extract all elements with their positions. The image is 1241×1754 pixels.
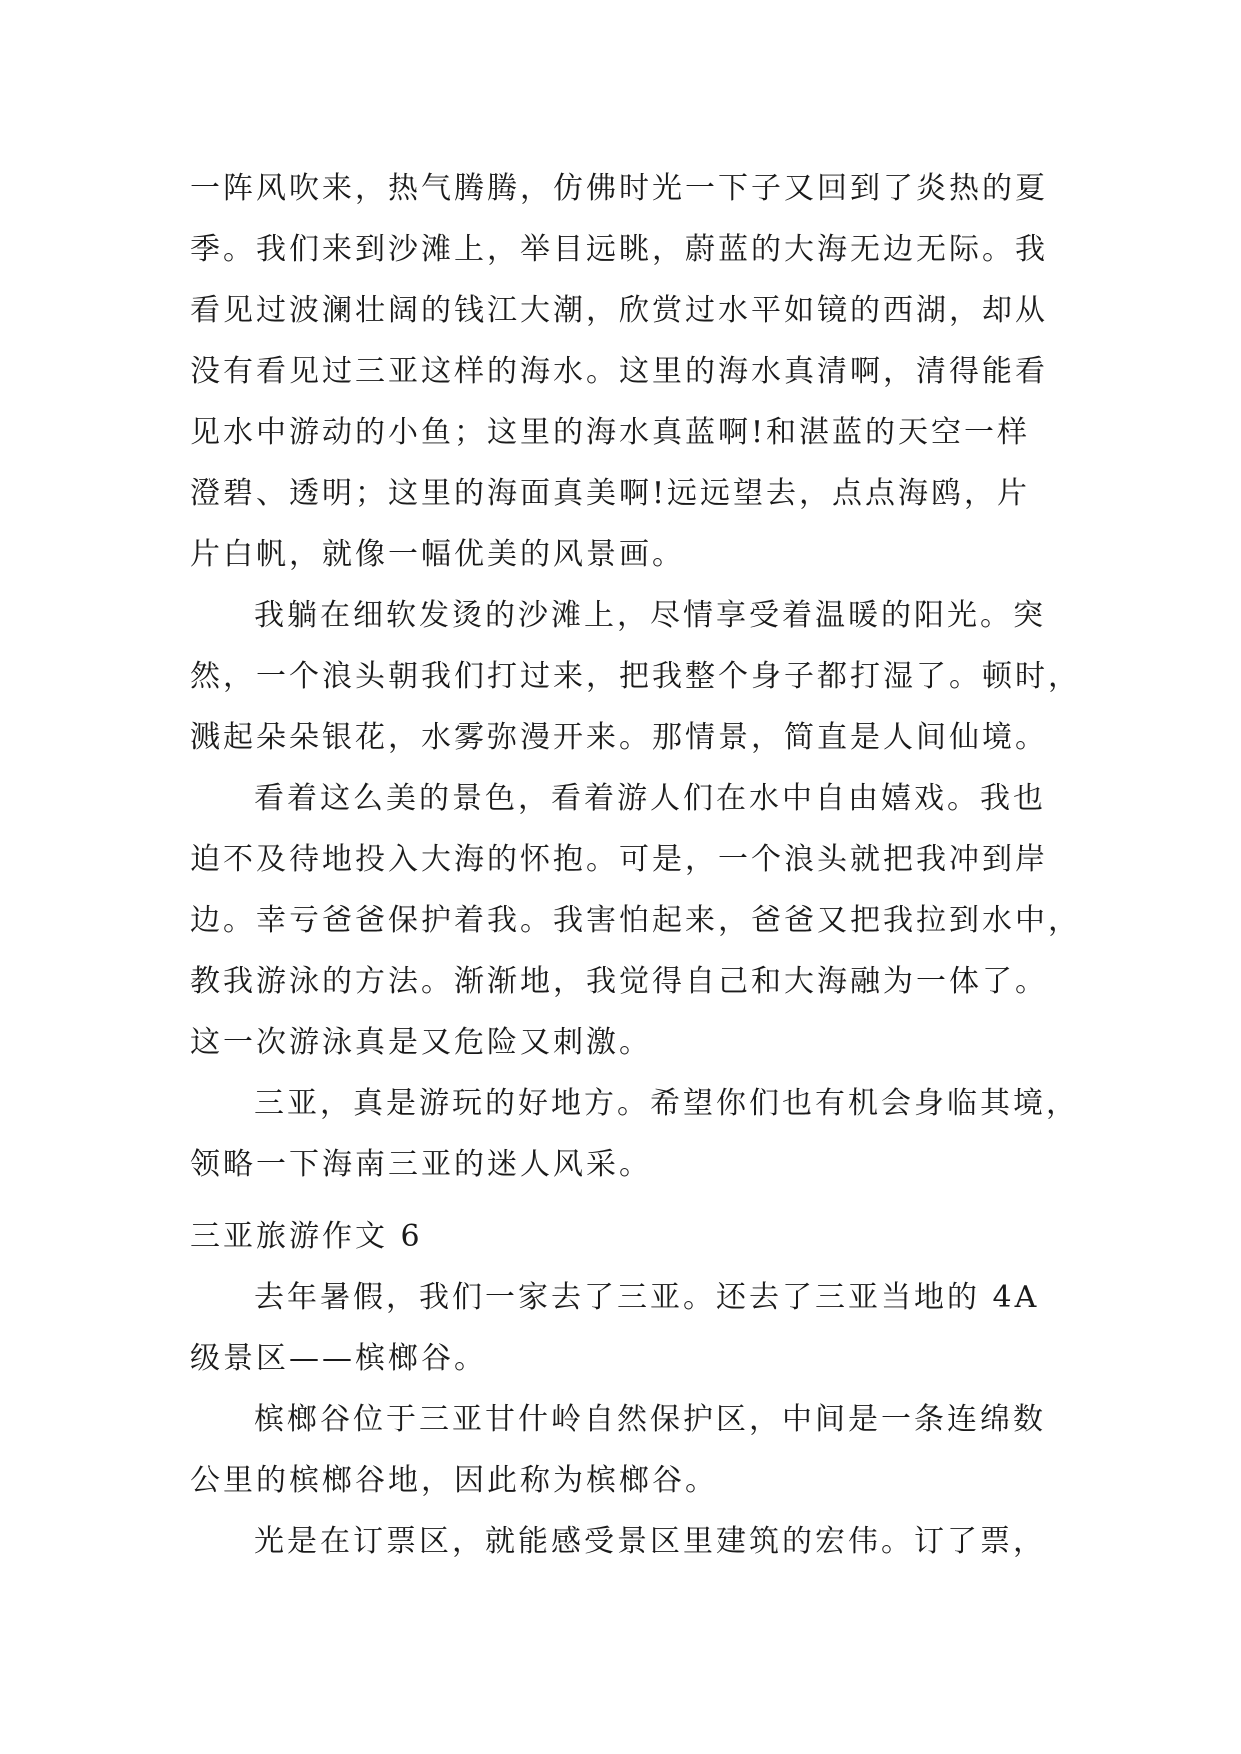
- paragraph-line: 公里的槟榔谷地，因此称为槟榔谷。: [190, 1463, 718, 1498]
- paragraph-line: 教我游泳的方法。渐渐地，我觉得自己和大海融为一体了。: [190, 964, 1048, 999]
- paragraph-line: 三亚，真是游玩的好地方。希望你们也有机会身临其境，: [254, 1086, 1079, 1121]
- paragraph-line: 领略一下海南三亚的迷人风采。: [190, 1147, 652, 1182]
- paragraph-line: 级景区——槟榔谷。: [190, 1341, 487, 1376]
- paragraph-line: 然，一个浪头朝我们打过来，把我整个身子都打湿了。顿时，: [190, 659, 1081, 694]
- paragraph-line: 这一次游泳真是又危险又刺激。: [190, 1025, 652, 1060]
- paragraph-line: 光是在订票区，就能感受景区里建筑的宏伟。订了票，: [254, 1524, 1046, 1559]
- paragraph-line: 看着这么美的景色，看着游人们在水中自由嬉戏。我也: [254, 781, 1046, 816]
- paragraph-line: 没有看见过三亚这样的海水。这里的海水真清啊，清得能看: [190, 354, 1048, 389]
- paragraph-line: 槟榔谷位于三亚甘什岭自然保护区，中间是一条连绵数: [254, 1402, 1046, 1437]
- paragraph-line: 我躺在细软发烫的沙滩上，尽情享受着温暖的阳光。突: [254, 598, 1046, 633]
- paragraph-line: 澄碧、透明；这里的海面真美啊!远远望去，点点海鸥，片: [190, 476, 1031, 511]
- section-title: 三亚旅游作文 6: [190, 1219, 423, 1254]
- paragraph-line: 边。幸亏爸爸保护着我。我害怕起来，爸爸又把我拉到水中，: [190, 903, 1081, 938]
- paragraph-line: 溅起朵朵银花，水雾弥漫开来。那情景，简直是人间仙境。: [190, 720, 1048, 755]
- article-body-section-1: [190, 158, 1081, 1195]
- paragraph-line: 季。我们来到沙滩上，举目远眺，蔚蓝的大海无边无际。我: [190, 232, 1048, 267]
- paragraph-line: 片白帆，就像一幅优美的风景画。: [190, 537, 685, 572]
- article-body-section-2: [190, 1267, 1070, 1572]
- paragraph-line: 迫不及待地投入大海的怀抱。可是，一个浪头就把我冲到岸: [190, 842, 1048, 877]
- paragraph-line: 去年暑假，我们一家去了三亚。还去了三亚当地的 4A: [254, 1280, 1040, 1315]
- paragraph-line: 一阵风吹来，热气腾腾，仿佛时光一下子又回到了炎热的夏: [190, 171, 1048, 206]
- paragraph-line: 见水中游动的小鱼；这里的海水真蓝啊!和湛蓝的天空一样: [190, 415, 1031, 450]
- paragraph-line: 看见过波澜壮阔的钱江大潮，欣赏过水平如镜的西湖，却从: [190, 293, 1048, 328]
